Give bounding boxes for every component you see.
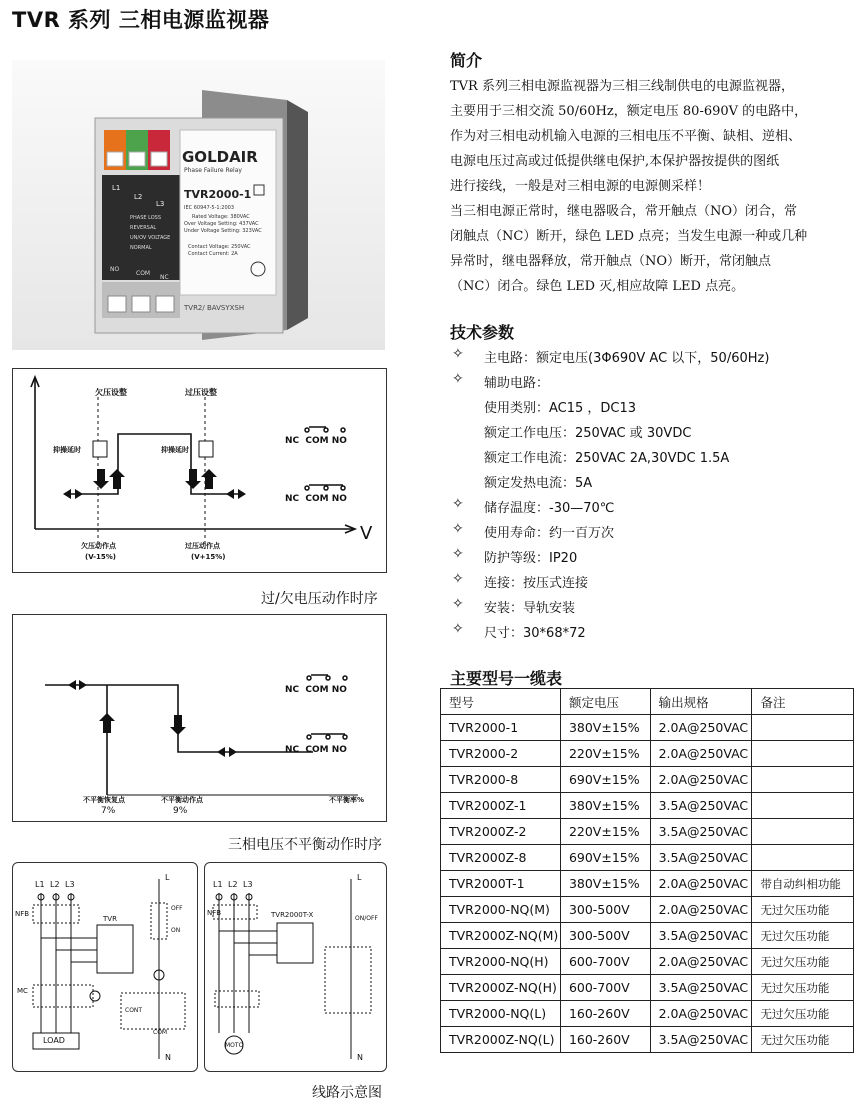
output-cell: 3.5A@250VAC (650, 819, 752, 845)
right-nfb: NFB (207, 909, 222, 917)
product-contact-2: Contact Current: 2A (188, 251, 238, 257)
product-led-4: NORMAL (130, 245, 152, 251)
note-cell (752, 767, 854, 793)
left-off: OFF (171, 905, 183, 912)
unbalance-act-value: 9% (173, 806, 188, 816)
model-cell: TVR2000-2 (441, 741, 561, 767)
left-l: L (165, 873, 170, 882)
right-l: L (357, 873, 362, 882)
model-cell: TVR2000Z-1 (441, 793, 561, 819)
column-header: 额定电压 (560, 689, 650, 715)
left-com: COM (153, 1029, 168, 1036)
left-load: LOAD (43, 1036, 65, 1045)
table-row (441, 923, 854, 949)
output-cell: 3.5A@250VAC (650, 793, 752, 819)
contact-label-1: NC COM NO (285, 436, 347, 446)
right-phase-l1: L1 (213, 880, 223, 889)
table-row (441, 741, 854, 767)
right-motor: MOTO (225, 1042, 244, 1049)
models-heading: 主要型号一缆表 (450, 669, 563, 688)
unbalance-recover-point: 不平衡恢复点 (83, 796, 125, 804)
contact-label-4: NC COM NO (285, 745, 347, 755)
page-title: TVR 系列 三相电源监视器 (12, 8, 270, 32)
spec-aux-circuit: 辅助电路： (484, 376, 550, 391)
unbalance-timing-diagram (12, 614, 387, 822)
product-led-1: PHASE LOSS (130, 215, 162, 221)
intro-line: 作为对三相电动机输入电源的三相电压不平衡、缺相、逆相、 (450, 129, 802, 144)
left-nfb: NFB (15, 910, 30, 918)
model-cell: TVR2000Z-8 (441, 845, 561, 871)
table-row (441, 819, 854, 845)
output-cell: 2.0A@250VAC (650, 715, 752, 741)
output-cell: 2.0A@250VAC (650, 741, 752, 767)
product-setting-3: Under Voltage Setting: 323VAC (184, 228, 262, 234)
bullet-icon: ✧ (452, 521, 464, 537)
product-contact-1: Contact Voltage: 250VAC (188, 244, 251, 250)
right-onoff: ON/OFF (355, 915, 378, 922)
bullet-icon: ✧ (452, 371, 464, 387)
spec-aux-item: 使用类别：AC15 ，DC13 (484, 401, 637, 416)
unbalance-act-point: 不平衡动作点 (161, 796, 203, 804)
intro-line: 电源电压过高或过低提供继电保护,本保护器按提供的图纸 (450, 154, 780, 169)
spec-item: 使用寿命：约一百万次 (484, 526, 615, 541)
bullet-icon: ✧ (452, 346, 464, 362)
product-term-top-2: L2 (134, 193, 143, 201)
product-photo (12, 60, 385, 350)
right-phase-l3: L3 (243, 880, 253, 889)
note-cell (752, 819, 854, 845)
intro-line: 主要用于三相交流 50/60Hz，额定电压 80-690V 的电路中， (450, 104, 808, 119)
models-table (440, 688, 854, 1053)
left-cont: CONT (125, 1007, 143, 1014)
voltage-cell: 300-500V (560, 897, 650, 923)
model-cell: TVR2000Z-NQ(M) (441, 923, 561, 949)
voltage-cell: 220V±15% (560, 819, 650, 845)
table-row (441, 715, 854, 741)
over-voltage-setting-label: 过压设整 (185, 388, 217, 397)
unbalance-recover-value: 7% (101, 806, 116, 816)
unbalance-timing-caption: 三相电压不平衡动作时序 (228, 837, 382, 853)
output-cell: 3.5A@250VAC (650, 923, 752, 949)
product-term-com: COM (136, 270, 151, 277)
voltage-timing-diagram (12, 368, 387, 573)
model-cell: TVR2000-8 (441, 767, 561, 793)
over-voltage-value: (V+15%) (191, 553, 226, 561)
bullet-icon: ✧ (452, 621, 464, 637)
spec-item: 储存温度：-30—70℃ (484, 501, 615, 516)
contact-label-3: NC COM NO (285, 685, 347, 695)
table-header-row (441, 689, 854, 715)
note-cell (752, 845, 854, 871)
right-n: N (357, 1053, 363, 1062)
voltage-cell: 160-260V (560, 1001, 650, 1027)
intro-line: （NC）闭合。绿色 LED 灭,相应故障 LED 点亮。 (450, 279, 745, 294)
table-row (441, 845, 854, 871)
under-voltage-setting-label: 欠压设整 (95, 388, 127, 397)
intro-text (450, 74, 807, 299)
specs-list (450, 344, 830, 644)
model-cell: TVR2000T-1 (441, 871, 561, 897)
table-row (441, 793, 854, 819)
note-cell: 带自动纠相功能 (752, 871, 854, 897)
output-cell: 3.5A@250VAC (650, 1027, 752, 1053)
product-led-3: UN/OV VOLTAGE (130, 235, 171, 241)
voltage-cell: 380V±15% (560, 793, 650, 819)
model-cell: TVR2000Z-NQ(H) (441, 975, 561, 1001)
product-term-nc: NC (160, 274, 169, 281)
voltage-cell: 300-500V (560, 923, 650, 949)
product-term-top-1: L1 (112, 184, 121, 192)
spec-main-circuit: 主电路：额定电压(3Φ690V AC 以下，50/60Hz) (484, 351, 770, 366)
column-header: 备注 (752, 689, 854, 715)
note-cell (752, 793, 854, 819)
voltage-timing-caption: 过/欠电压动作时序 (261, 591, 378, 607)
product-setting-2: Over Voltage Setting: 437VAC (184, 221, 259, 227)
voltage-cell: 380V±15% (560, 715, 650, 741)
bullet-icon: ✧ (452, 596, 464, 612)
product-term-no: NO (110, 266, 120, 273)
table-row (441, 949, 854, 975)
contact-label-2: NC COM NO (285, 494, 347, 504)
note-cell: 无过欠压功能 (752, 897, 854, 923)
intro-line: TVR 系列三相电源监视器为三相三线制供电的电源监视器， (450, 79, 794, 94)
intro-line: 异常时，继电器释放，常开触点（NO）断开，常闭触点 (450, 254, 772, 269)
wiring-diagram-right (204, 862, 387, 1072)
wiring-diagram-left (12, 862, 198, 1072)
note-cell: 无过欠压功能 (752, 1027, 854, 1053)
brand-logo: GOLDAIR (182, 148, 258, 166)
table-row (441, 975, 854, 1001)
table-row (441, 1027, 854, 1053)
under-voltage-value: (V-15%) (85, 553, 116, 561)
product-side-label: TVR2/ BAVSYXSH (184, 304, 245, 312)
note-cell: 无过欠压功能 (752, 949, 854, 975)
voltage-cell: 160-260V (560, 1027, 650, 1053)
unbalance-axis-label: 不平衡率% (329, 796, 365, 804)
spec-aux-item: 额定发热电流：5A (484, 476, 593, 491)
spec-item: 防护等级：IP20 (484, 551, 578, 566)
spec-aux-item: 额定工作电流：250VAC 2A,30VDC 1.5A (484, 451, 730, 466)
left-mc: MC (17, 987, 28, 995)
bullet-icon: ✧ (452, 496, 464, 512)
intro-line: 进行接线，一般是对三相电源的电源侧采样！ (450, 179, 711, 194)
note-cell (752, 715, 854, 741)
wiring-caption: 线路示意图 (312, 1085, 382, 1101)
intro-line: 闭触点（NC）断开，绿色 LED 点亮；当发生电源一种或几种 (450, 229, 808, 244)
model-cell: TVR2000-1 (441, 715, 561, 741)
voltage-cell: 690V±15% (560, 767, 650, 793)
bullet-icon: ✧ (452, 546, 464, 562)
intro-line: 当三相电源正常时，继电器吸合，常开触点（NO）闭合，常 (450, 204, 798, 219)
right-relay: TVR2000T-X (271, 911, 314, 919)
spec-item: 尺寸：30*68*72 (484, 626, 586, 641)
left-relay: TVR (103, 915, 117, 923)
model-cell: TVR2000-NQ(M) (441, 897, 561, 923)
left-phase-l2: L2 (50, 880, 60, 889)
product-subtitle: Phase Failure Relay (184, 167, 242, 174)
spec-item: 连接：按压式连接 (484, 576, 589, 591)
note-cell: 无过欠压功能 (752, 975, 854, 1001)
note-cell: 无过欠压功能 (752, 1001, 854, 1027)
left-phase-l3: L3 (65, 880, 75, 889)
output-cell: 2.0A@250VAC (650, 897, 752, 923)
column-header: 输出规格 (650, 689, 752, 715)
bullet-icon: ✧ (452, 571, 464, 587)
output-cell: 2.0A@250VAC (650, 949, 752, 975)
output-cell: 3.5A@250VAC (650, 845, 752, 871)
voltage-cell: 220V±15% (560, 741, 650, 767)
spec-aux-item: 额定工作电压：250VAC 或 30VDC (484, 426, 692, 441)
voltage-cell: 600-700V (560, 949, 650, 975)
product-term-top-3: L3 (156, 200, 165, 208)
axis-v-label: V (360, 523, 373, 544)
note-cell: 无过欠压功能 (752, 923, 854, 949)
specs-heading: 技术参数 (450, 323, 515, 342)
model-cell: TVR2000-NQ(L) (441, 1001, 561, 1027)
column-header: 型号 (441, 689, 561, 715)
model-cell: TVR2000Z-NQ(L) (441, 1027, 561, 1053)
over-voltage-point: 过压动作点 (185, 542, 220, 550)
table-row (441, 897, 854, 923)
output-cell: 2.0A@250VAC (650, 767, 752, 793)
output-cell: 2.0A@250VAC (650, 871, 752, 897)
product-setting-1: Rated Voltage: 380VAC (192, 214, 250, 220)
left-on: ON (171, 927, 181, 934)
spec-item: 安装：导轨安装 (484, 601, 576, 616)
left-phase-l1: L1 (35, 880, 45, 889)
product-std: IEC 60947-5-1:2003 (184, 205, 234, 211)
product-led-2: REVERSAL (130, 225, 157, 231)
delay-label-right: 抑操延时 (161, 446, 189, 454)
right-phase-l2: L2 (228, 880, 238, 889)
delay-label-left: 抑操延时 (53, 446, 81, 454)
model-cell: TVR2000-NQ(H) (441, 949, 561, 975)
output-cell: 3.5A@250VAC (650, 975, 752, 1001)
note-cell (752, 741, 854, 767)
voltage-cell: 690V±15% (560, 845, 650, 871)
product-model: TVR2000-1 (184, 188, 252, 201)
voltage-cell: 380V±15% (560, 871, 650, 897)
table-row (441, 767, 854, 793)
under-voltage-point: 欠压动作点 (81, 542, 116, 550)
table-row (441, 871, 854, 897)
intro-heading: 简介 (450, 51, 483, 70)
table-row (441, 1001, 854, 1027)
output-cell: 2.0A@250VAC (650, 1001, 752, 1027)
voltage-cell: 600-700V (560, 975, 650, 1001)
model-cell: TVR2000Z-2 (441, 819, 561, 845)
left-n: N (165, 1053, 171, 1062)
